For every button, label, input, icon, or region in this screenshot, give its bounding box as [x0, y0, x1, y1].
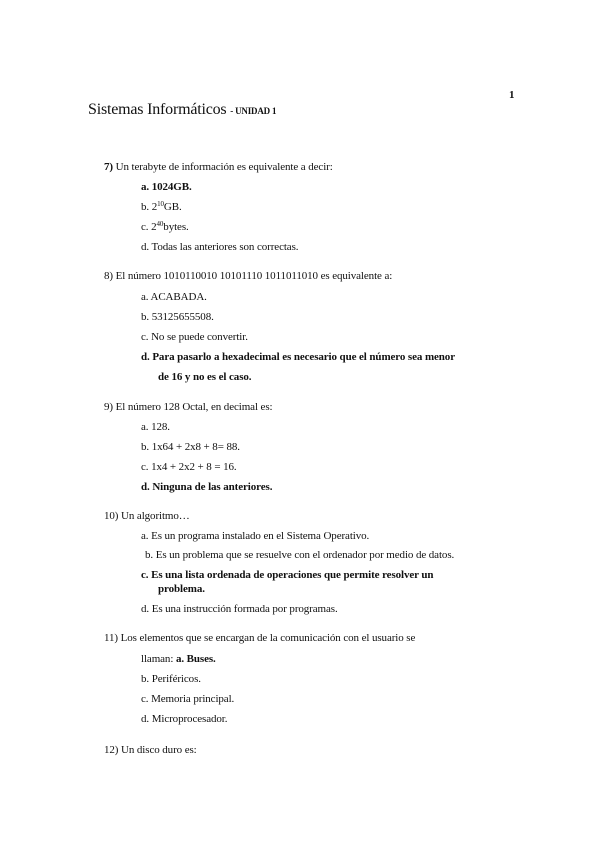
question-11-continued: [141, 652, 216, 666]
option-10d: d. Es una instrucción formada por programas.: [141, 603, 338, 615]
option-11c: c. Memoria principal.: [141, 693, 235, 705]
option-7a: a. 1024GB.: [141, 181, 192, 193]
question-number: 7): [104, 161, 113, 173]
question-11: 11) Los elementos que se encargan de la comunicación con el usuario se: [104, 632, 416, 644]
option-text: b. 2: [141, 201, 158, 213]
title-main: Sistemas Informáticos: [88, 101, 227, 118]
option-text: bytes.: [163, 221, 189, 233]
title-subtitle: - UNIDAD 1: [230, 106, 277, 116]
question-12: 12) Un disco duro es:: [104, 744, 197, 756]
question-text: llaman:: [141, 653, 176, 665]
option-8a: a. ACABADA.: [141, 291, 207, 303]
option-8b: b. 53125655508.: [141, 311, 214, 323]
option-text: GB.: [163, 201, 182, 213]
option-11d: d. Microprocesador.: [141, 713, 228, 725]
question-7: [104, 160, 333, 174]
option-text: c. 2: [141, 221, 157, 233]
question-10: 10) Un algoritmo…: [104, 510, 190, 522]
option-9d: d. Ninguna de las anteriores.: [141, 481, 273, 493]
page-number: 1: [509, 89, 515, 101]
option-8d-continued: de 16 y no es el caso.: [158, 371, 252, 383]
option-10c-continued: problema.: [158, 583, 205, 595]
exponent: 40: [156, 220, 164, 228]
option-9a: a. 128.: [141, 421, 170, 433]
option-8c: c. No se puede convertir.: [141, 331, 248, 343]
option-9c: c. 1x4 + 2x2 + 8 = 16.: [141, 461, 237, 473]
question-8: 8) El número 1010110010 10101110 1011011010 es equivalente a:: [104, 270, 393, 282]
option-7c: [141, 220, 189, 234]
exponent: 10: [157, 200, 164, 208]
option-8d: d. Para pasarlo a hexadecimal es necesario que el número sea menor: [141, 351, 455, 363]
option-11a: a. Buses.: [175, 653, 216, 665]
question-text: Un terabyte de información es equivalente a decir:: [115, 161, 333, 173]
option-11b: b. Periféricos.: [141, 673, 201, 685]
question-9: 9) El número 128 Octal, en decimal es:: [104, 401, 273, 413]
option-10a: a. Es un programa instalado en el Sistema Operativo.: [141, 530, 370, 542]
option-10c: c. Es una lista ordenada de operaciones que permite resolver un: [141, 569, 434, 581]
option-9b: b. 1x64 + 2x8 + 8= 88.: [141, 441, 240, 453]
option-7b: [141, 200, 182, 214]
option-7d: d. Todas las anteriores son correctas.: [141, 241, 299, 253]
page-title: [88, 101, 276, 119]
option-10b: b. Es un problema que se resuelve con el ordenador por medio de datos.: [145, 549, 455, 561]
